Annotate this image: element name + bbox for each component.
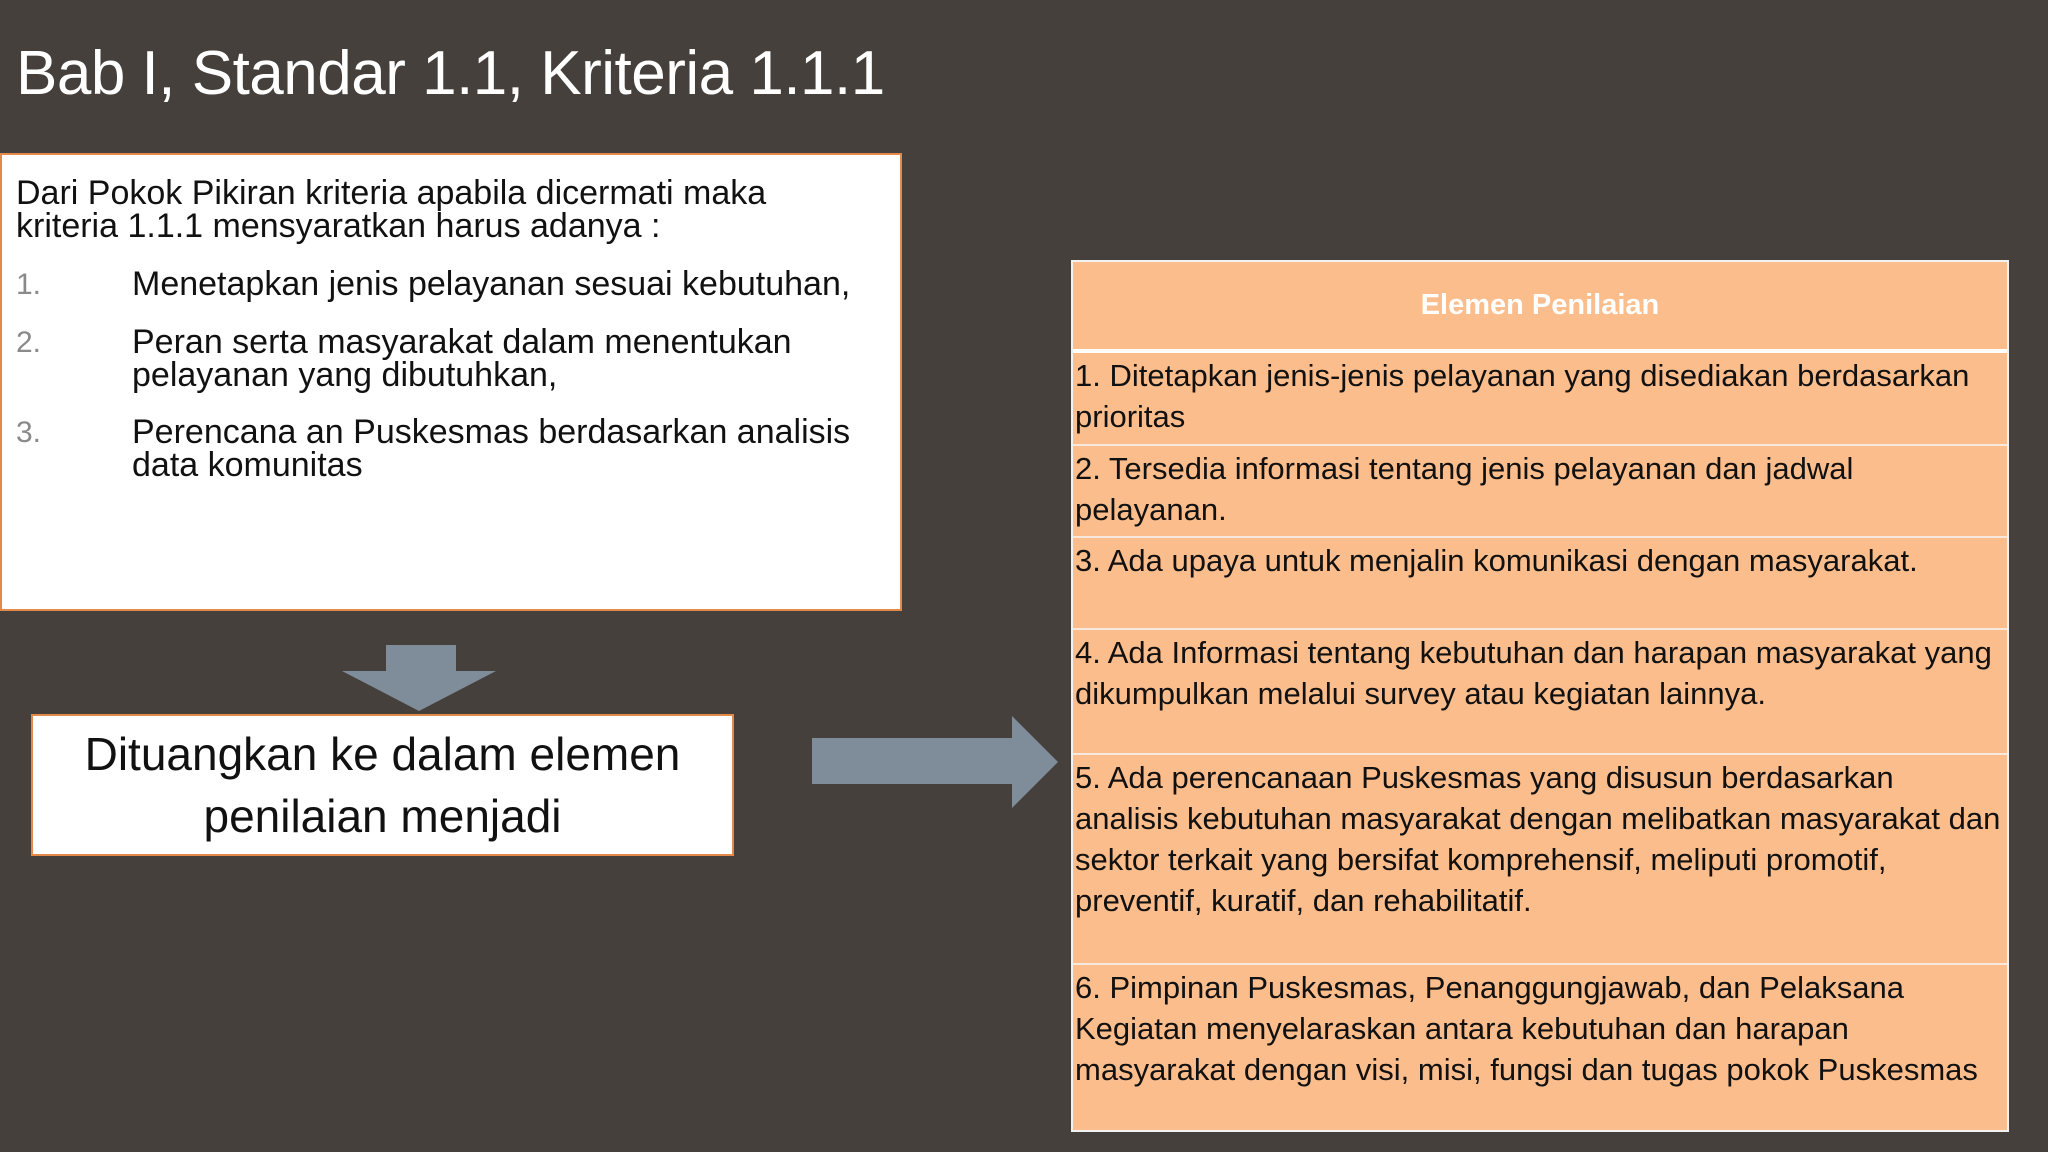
criteria-box xyxy=(0,153,902,611)
slide-title: Bab I, Standar 1.1, Kriteria 1.1.1 xyxy=(16,39,885,108)
table-header: Elemen Penilaian xyxy=(1073,262,2007,353)
criteria-item-text: Perencana an Puskesmas berdasarkan analisis data komunitas xyxy=(132,413,851,484)
criteria-item-text: Menetapkan jenis pelayanan sesuai kebutuhan, xyxy=(132,265,851,303)
table-row: 5. Ada perencanaan Puskesmas yang disusun berdasarkan analisis kebutuhan masyarakat dengan melibatkan masyarakat dan sektor terkait yang bersifat komprehensif, meliputi promotif, preventif, kuratif, dan rehabilitatif. xyxy=(1073,755,2007,965)
criteria-item-number: 2. xyxy=(16,326,42,359)
table-row: 1. Ditetapkan jenis-jenis pelayanan yang disediakan berdasarkan prioritas xyxy=(1073,353,2007,446)
criteria-item-number: 1. xyxy=(16,268,42,301)
table-row: 3. Ada upaya untuk menjalin komunikasi dengan masyarakat. xyxy=(1073,538,2007,630)
criteria-intro: Dari Pokok Pikiran kriteria apabila dicermati maka kriteria 1.1.1 mensyaratkan harus adanya : xyxy=(16,174,767,245)
arrow-right-icon xyxy=(812,716,1058,808)
result-box xyxy=(31,714,734,856)
result-text: Dituangkan ke dalam elemen penilaian menjadi xyxy=(84,728,681,842)
table-row: 2. Tersedia informasi tentang jenis pelayanan dan jadwal pelayanan. xyxy=(1073,446,2007,538)
criteria-item-number: 3. xyxy=(16,416,42,449)
arrow-down-icon xyxy=(342,645,496,711)
table-row: 6. Pimpinan Puskesmas, Penanggungjawab, dan Pelaksana Kegiatan menyelaraskan antara kebutuhan dan harapan masyarakat dengan visi, misi, fungsi dan tugas pokok Puskesmas xyxy=(1075,970,1978,1087)
criteria-item-text: Peran serta masyarakat dalam menentukan pelayanan yang dibutuhkan, xyxy=(132,323,792,394)
table-row: 4. Ada Informasi tentang kebutuhan dan harapan masyarakat yang dikumpulkan melalui survey atau kegiatan lainnya. xyxy=(1073,630,2007,755)
elemen-penilaian-table xyxy=(1071,260,2009,1132)
